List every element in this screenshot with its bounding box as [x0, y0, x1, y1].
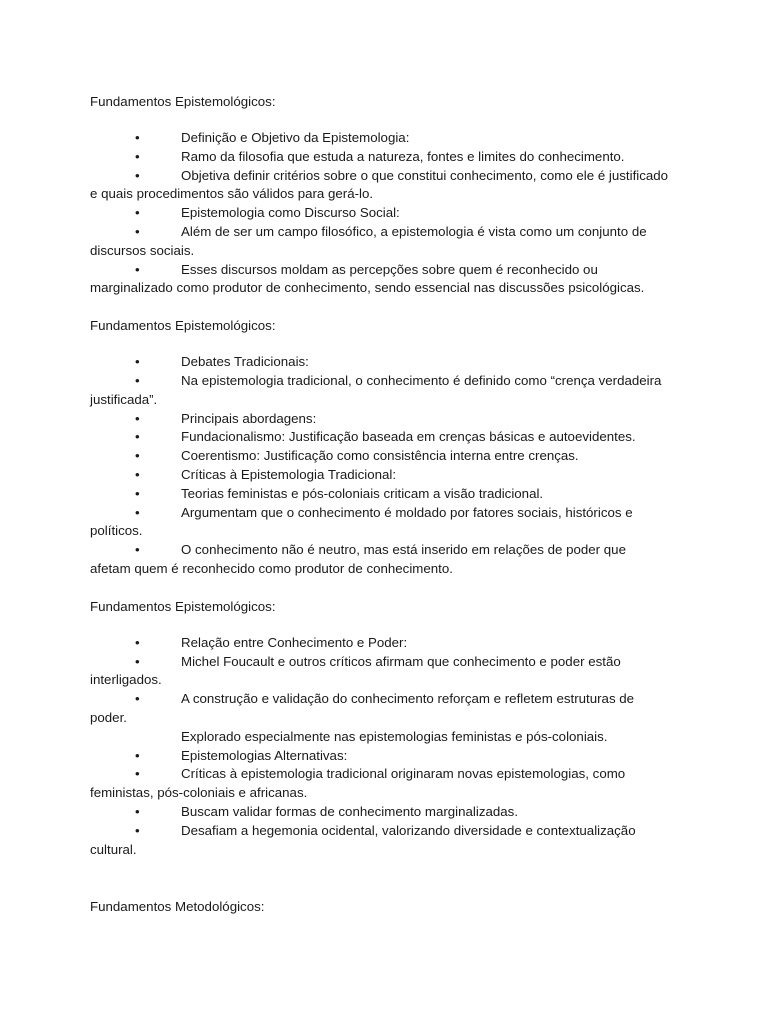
bullet-icon: • — [135, 205, 140, 221]
bullet-icon: • — [135, 485, 140, 501]
bullet-item — [90, 353, 670, 372]
bullet-item — [90, 223, 670, 261]
bullet-item — [90, 504, 670, 542]
document-body — [90, 92, 670, 916]
bullet-icon: • — [135, 542, 140, 558]
bullet-item — [90, 485, 670, 504]
bullet-icon: • — [135, 148, 140, 164]
bullet-text: Desafiam a hegemonia ocidental, valorizando diversidade e contextualização cultural. — [90, 822, 636, 857]
section-heading: Fundamentos Epistemológicos: — [90, 94, 276, 109]
bullet-icon: • — [135, 354, 140, 370]
bullet-text: Definição e Objetivo da Epistemologia: — [181, 130, 410, 145]
bullet-text: Críticas à epistemologia tradicional originaram novas epistemologias, como feministas, pós-coloniais e africanas. — [90, 766, 626, 801]
bullet-icon: • — [135, 223, 140, 239]
section-heading: Fundamentos Epistemológicos: — [90, 318, 276, 334]
bullet-item — [90, 634, 670, 653]
bullet-text: Ramo da filosofia que estuda a natureza, fontes e limites do conhecimento. — [181, 148, 625, 164]
bullet-icon: • — [135, 466, 140, 482]
bullet-item — [90, 129, 670, 148]
bullet-item — [90, 372, 670, 410]
bullet-text: Principais abordagens: — [181, 410, 317, 426]
bullet-icon: • — [135, 429, 140, 445]
bullet-text: Fundacionalismo: Justificação baseada em crenças básicas e autoevidentes. — [181, 429, 636, 445]
bullet-text: Na epistemologia tradicional, o conhecimento é definido como “crença verdadeira justificada”. — [90, 372, 662, 407]
bullet-text: Críticas à Epistemologia Tradicional: — [181, 466, 397, 482]
bullet-text: Argumentam que o conhecimento é moldado por fatores sociais, históricos e políticos. — [90, 504, 633, 539]
bullet-icon: • — [135, 504, 140, 520]
bullet-text: Objetiva definir critérios sobre o que constitui conhecimento, como ele é justificado e quais procedimentos são válidos para gerá-lo. — [90, 167, 669, 202]
bullet-text: Relação entre Conhecimento e Poder: — [181, 634, 408, 650]
bullet-icon: • — [135, 130, 140, 145]
bullet-text: Teorias feministas e pós-coloniais criticam a visão tradicional. — [181, 485, 544, 501]
bullet-text: Buscam validar formas de conhecimento marginalizadas. — [181, 803, 519, 819]
bullet-item — [90, 690, 670, 728]
bullet-item — [90, 410, 670, 429]
bullet-item — [90, 803, 670, 822]
bullet-item — [90, 204, 670, 223]
bullet-item — [90, 541, 670, 579]
bullet-icon: • — [135, 803, 140, 819]
bullet-icon: • — [135, 167, 140, 183]
bullet-item — [90, 822, 670, 860]
bullet-icon: • — [135, 261, 140, 277]
bullet-item — [90, 765, 670, 803]
bullet-icon: • — [135, 448, 140, 464]
bullet-icon: • — [135, 691, 140, 707]
bullet-icon: • — [135, 766, 140, 782]
bullet-item — [90, 447, 670, 466]
bullet-text: Michel Foucault e outros críticos afirmam que conhecimento e poder estão interligados. — [90, 653, 621, 688]
bullet-item — [90, 148, 670, 167]
bullet-text: A construção e validação do conhecimento reforçam e refletem estruturas de poder. — [90, 691, 635, 725]
bullet-icon: • — [135, 747, 140, 763]
bullet-icon: • — [135, 653, 140, 669]
bullet-item — [90, 167, 670, 205]
bullet-icon: • — [135, 634, 140, 650]
bullet-text: Além de ser um campo filosófico, a epistemologia é vista como um conjunto de discursos sociais. — [90, 223, 647, 258]
bullet-item — [90, 428, 670, 447]
bullet-icon: • — [135, 372, 140, 388]
section-heading: Fundamentos Metodológicos: — [90, 899, 265, 915]
bullet-icon: • — [135, 822, 140, 838]
bullet-icon: • — [135, 410, 140, 426]
bullet-text: Epistemologias Alternativas: — [181, 747, 348, 763]
section-heading: Fundamentos Epistemológicos: — [90, 598, 276, 614]
bullet-item — [90, 653, 670, 691]
bullet-text: Epistemologia como Discurso Social: — [181, 205, 400, 221]
bullet-text: Debates Tradicionais: — [181, 354, 309, 370]
bullet-text: O conhecimento não é neutro, mas está inserido em relações de poder que afetam quem é reconhecido como produtor de conhecimento. — [90, 542, 626, 576]
bullet-item — [90, 466, 670, 485]
paragraph-line: Explorado especialmente nas epistemologias feministas e pós-coloniais. — [181, 728, 608, 744]
bullet-item — [90, 261, 670, 299]
bullet-item — [90, 747, 670, 766]
bullet-text: Coerentismo: Justificação como consistência interna entre crenças. — [181, 448, 579, 464]
bullet-text: Esses discursos moldam as percepções sobre quem é reconhecido ou marginalizado como produtor de conhecimento, sendo essencial nas discussões psicológicas. — [90, 261, 645, 296]
